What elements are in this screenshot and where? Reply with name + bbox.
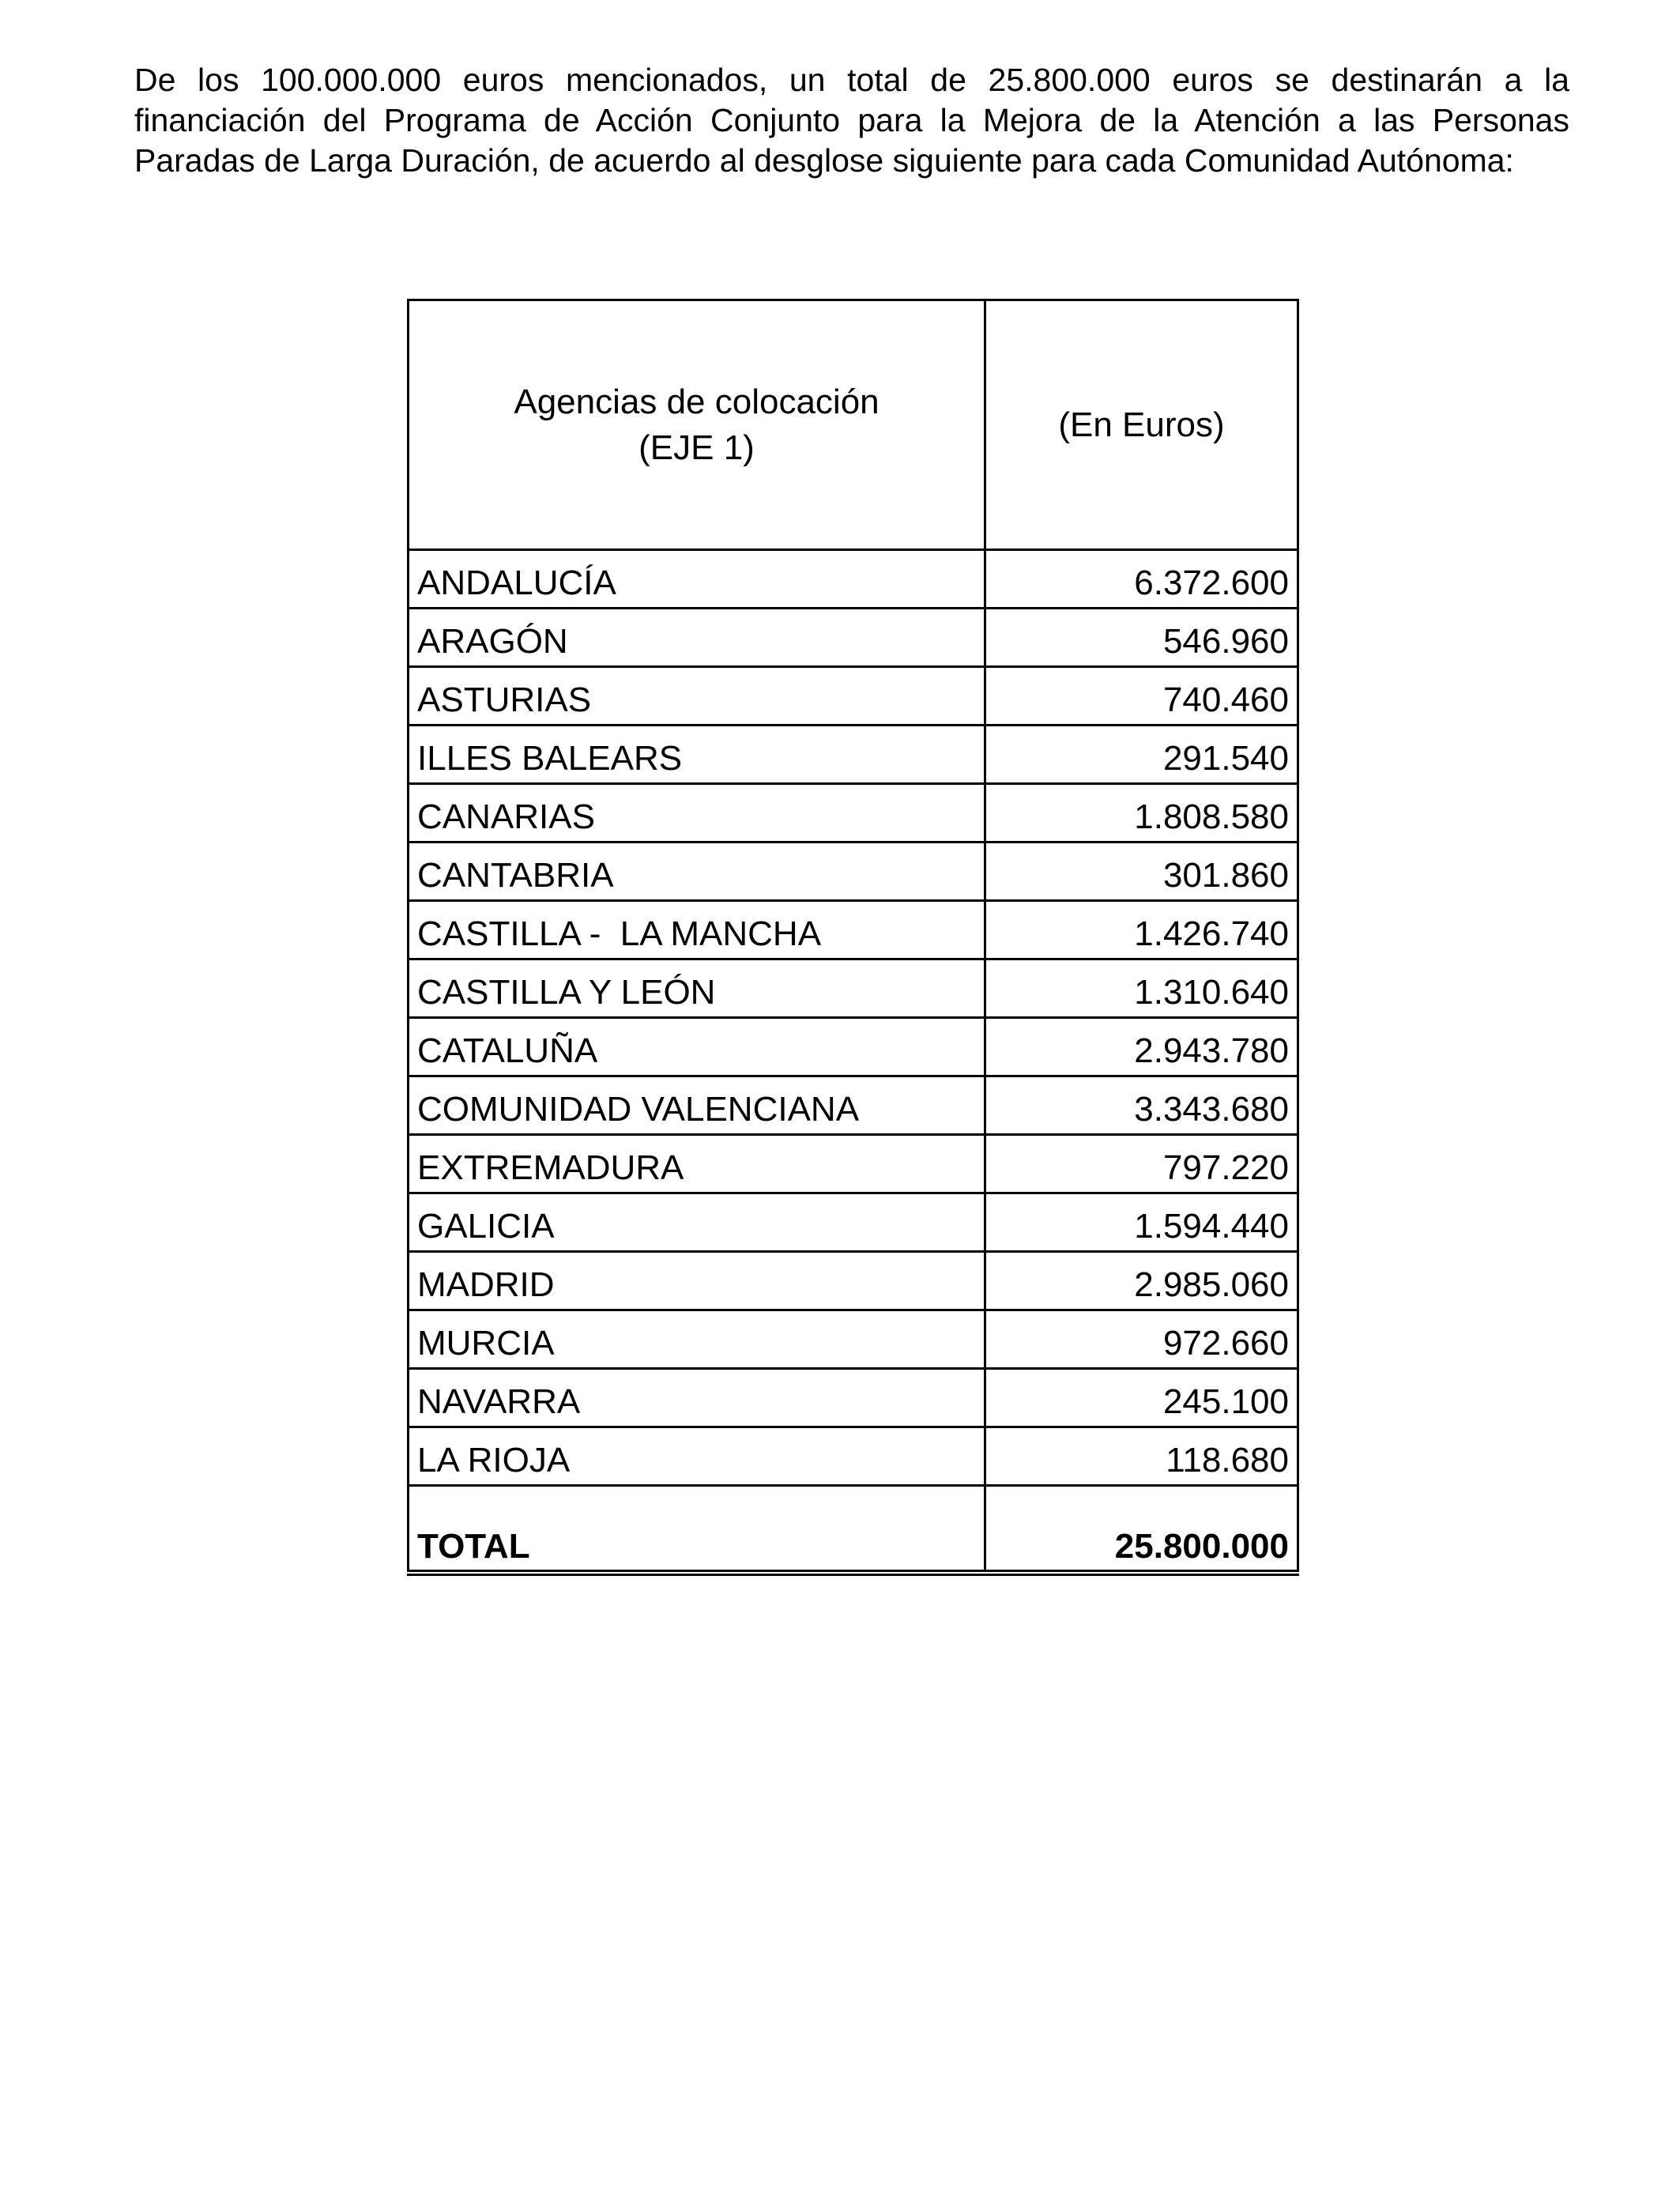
table-row bbox=[409, 1310, 1298, 1369]
table-row bbox=[409, 784, 1298, 843]
region-name: LA RIOJA bbox=[409, 1427, 985, 1486]
header-agencies-line2: (EJE 1) bbox=[638, 428, 755, 467]
region-name: COMUNIDAD VALENCIANA bbox=[409, 1076, 985, 1135]
total-row bbox=[409, 1486, 1298, 1573]
region-amount: 2.985.060 bbox=[985, 1252, 1298, 1310]
region-name: GALICIA bbox=[409, 1193, 985, 1252]
intro-paragraph: De los 100.000.000 euros mencionados, un total de 25.800.000 euros se destinarán a la financiación del Programa de Acción Conjunto para la Mejora de la Atención a las Personas Paradas de Larga Duración, de acuerdo al desglose siguiente para cada Comunidad Autónoma: bbox=[134, 62, 1569, 179]
region-name: ASTURIAS bbox=[409, 667, 985, 726]
region-amount: 1.808.580 bbox=[985, 784, 1298, 843]
table-row bbox=[409, 1369, 1298, 1427]
table-row bbox=[409, 843, 1298, 901]
region-amount: 118.680 bbox=[985, 1427, 1298, 1486]
table-row bbox=[409, 901, 1298, 959]
region-amount: 2.943.780 bbox=[985, 1018, 1298, 1076]
region-amount: 245.100 bbox=[985, 1369, 1298, 1427]
region-name: MURCIA bbox=[409, 1310, 985, 1369]
table-row bbox=[409, 1076, 1298, 1135]
region-amount: 6.372.600 bbox=[985, 550, 1298, 609]
allocation-table bbox=[407, 299, 1299, 1576]
region-amount: 1.310.640 bbox=[985, 959, 1298, 1018]
region-name: CASTILLA Y LEÓN bbox=[409, 959, 985, 1018]
table-row bbox=[409, 1135, 1298, 1193]
region-name: EXTREMADURA bbox=[409, 1135, 985, 1193]
table-row bbox=[409, 726, 1298, 784]
region-name: ANDALUCÍA bbox=[409, 550, 985, 609]
total-amount: 25.800.000 bbox=[985, 1486, 1298, 1573]
region-name: CASTILLA - LA MANCHA bbox=[409, 901, 985, 959]
region-amount: 291.540 bbox=[985, 726, 1298, 784]
region-amount: 3.343.680 bbox=[985, 1076, 1298, 1135]
region-amount: 1.594.440 bbox=[985, 1193, 1298, 1252]
region-name: CANTABRIA bbox=[409, 843, 985, 901]
region-name: ARAGÓN bbox=[409, 609, 985, 667]
region-name: NAVARRA bbox=[409, 1369, 985, 1427]
table-row bbox=[409, 1427, 1298, 1486]
region-name: MADRID bbox=[409, 1252, 985, 1310]
region-amount: 797.220 bbox=[985, 1135, 1298, 1193]
header-agencies-line1: Agencias de colocación bbox=[514, 382, 880, 421]
table-body bbox=[409, 550, 1298, 1486]
region-amount: 1.426.740 bbox=[985, 901, 1298, 959]
table-header-row bbox=[409, 300, 1298, 550]
region-name: ILLES BALEARS bbox=[409, 726, 985, 784]
table-row bbox=[409, 550, 1298, 609]
table-row bbox=[409, 959, 1298, 1018]
header-agencies bbox=[409, 300, 985, 550]
region-amount: 546.960 bbox=[985, 609, 1298, 667]
region-amount: 972.660 bbox=[985, 1310, 1298, 1369]
region-amount: 740.460 bbox=[985, 667, 1298, 726]
header-euros: (En Euros) bbox=[985, 300, 1298, 550]
table-row bbox=[409, 1252, 1298, 1310]
table-row bbox=[409, 667, 1298, 726]
total-label: TOTAL bbox=[409, 1486, 985, 1573]
table-row bbox=[409, 1193, 1298, 1252]
table-row bbox=[409, 609, 1298, 667]
region-name: CANARIAS bbox=[409, 784, 985, 843]
region-name: CATALUÑA bbox=[409, 1018, 985, 1076]
table-row bbox=[409, 1018, 1298, 1076]
region-amount: 301.860 bbox=[985, 843, 1298, 901]
